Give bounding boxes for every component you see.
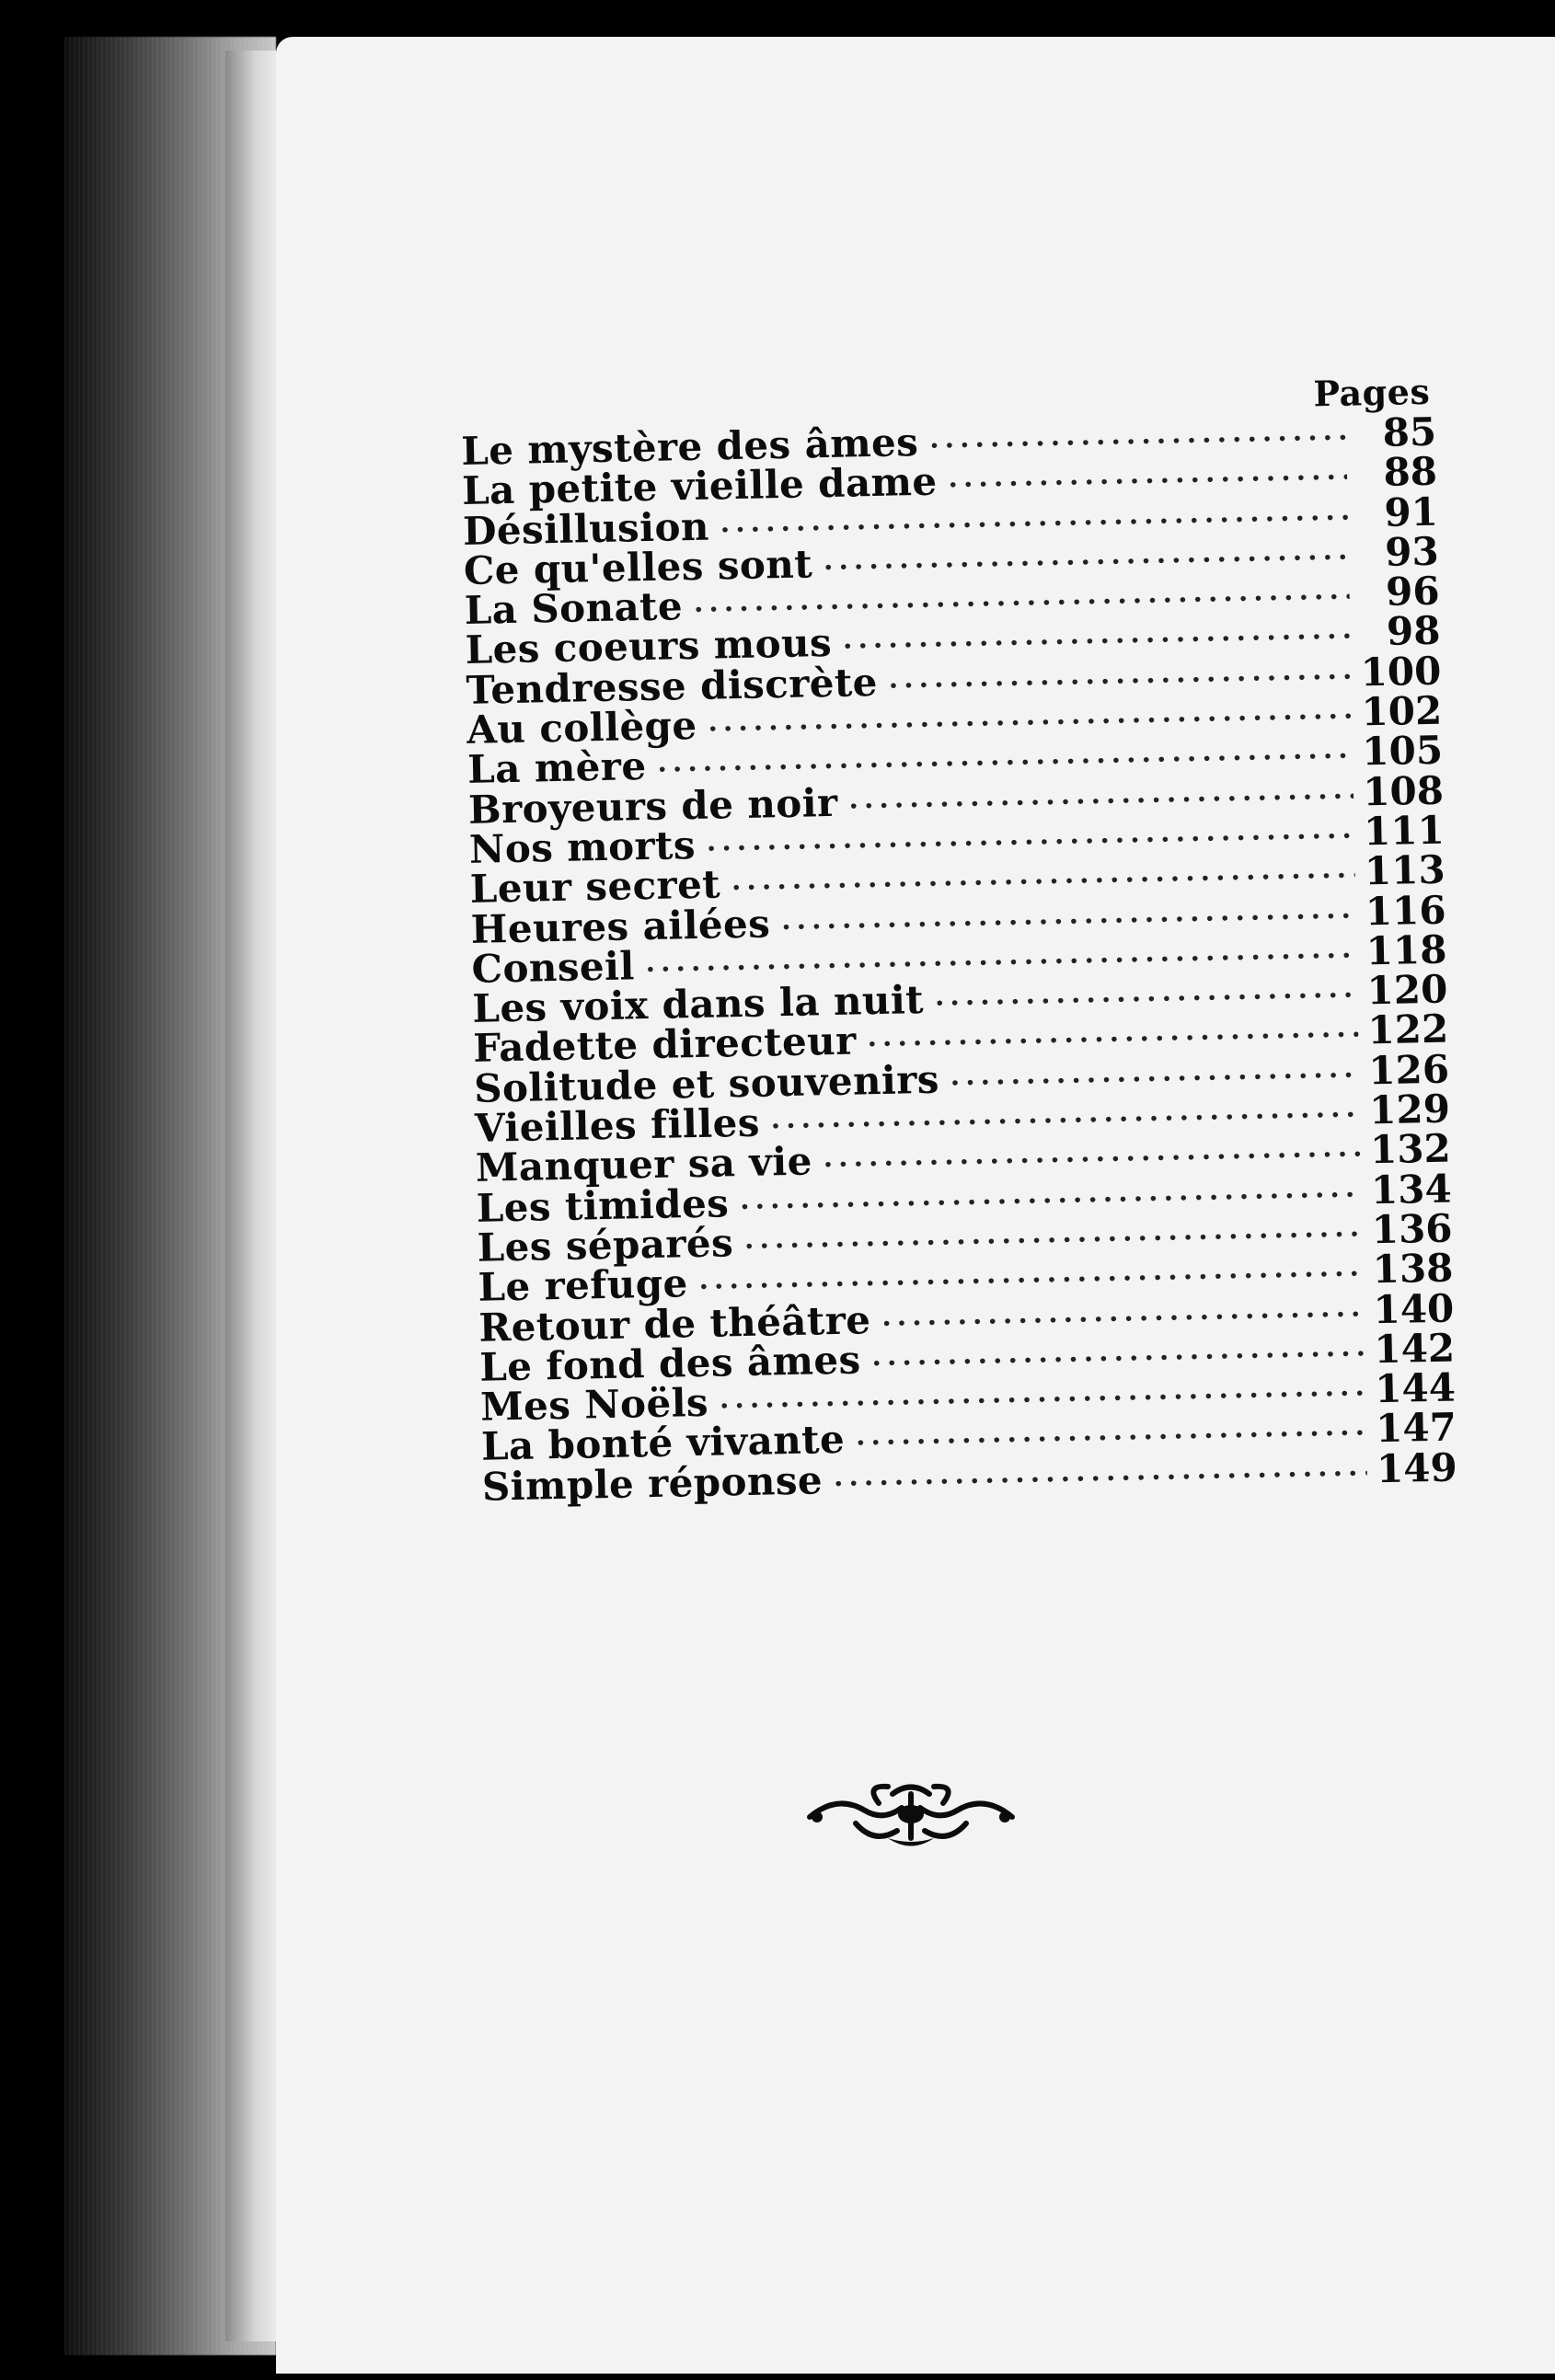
toc-entry-title: Vieilles filles [474,1099,761,1151]
toc-entry-title: Heures ailées [470,900,771,952]
toc-entry-page: 118 [1365,926,1447,974]
toc-entry-page: 129 [1368,1086,1451,1133]
toc-entry-title: Leur secret [469,861,721,913]
toc-entry-title: Tendresse discrète [466,659,879,713]
toc-entry-page: 140 [1373,1285,1455,1332]
toc-entry-page: 147 [1375,1404,1457,1452]
toc-entry-title: Conseil [471,943,636,992]
toc-entry-page: 111 [1363,807,1446,855]
toc-entry-title: Les timides [476,1179,730,1231]
toc-entry-page: 108 [1362,767,1445,815]
toc-entry-page: 93 [1384,528,1440,575]
floral-vignette-icon [801,1766,1021,1858]
toc-entry-page: 120 [1366,966,1448,1014]
toc-entry-page: 91 [1383,489,1439,535]
toc-entry-title: Retour de théâtre [478,1296,871,1351]
toc-entry-title: La petite vieille dame [461,458,938,514]
table-of-contents [460,370,1458,1510]
toc-entry-page: 134 [1370,1166,1453,1213]
toc-entry-title: Les coeurs mous [465,620,833,673]
toc-entry-page: 116 [1365,887,1447,934]
toc-entry-page: 136 [1371,1205,1453,1253]
toc-entry-page: 142 [1373,1325,1456,1373]
toc-entry-page: 96 [1385,568,1441,615]
toc-entry-title: Simple réponse [481,1457,824,1510]
pages-column-header: Pages [1312,370,1431,415]
toc-entry-title: Broyeurs de noir [467,779,838,833]
toc-entry-title: Fadette directeur [472,1018,858,1072]
toc-entry-page: 138 [1372,1245,1454,1293]
toc-entry-title: Mes Noëls [479,1379,709,1430]
toc-entry-title: Le mystère des âmes [460,420,919,474]
toc-entry-title: La Sonate [464,583,684,634]
toc-entry-page: 88 [1383,449,1438,496]
page-gutter [225,51,276,2341]
toc-entry-title: Les voix dans la nuit [471,977,925,1032]
toc-entry-title: Solitude et souvenirs [473,1056,940,1111]
toc-entry-page: 132 [1369,1125,1452,1173]
toc-entry-page: 144 [1374,1364,1457,1412]
toc-entry-page: 98 [1386,608,1441,655]
toc-entry-page: 102 [1361,687,1443,735]
toc-entry-page: 149 [1376,1444,1458,1491]
toc-entry-title: Manquer sa vie [475,1138,813,1191]
toc-entry-page: 126 [1367,1046,1450,1094]
toc-entry-title: Nos morts [468,822,697,872]
toc-entry-title: Le refuge [478,1260,689,1311]
toc-entry-title: La bonté vivante [480,1417,846,1470]
toc-entry-page: 105 [1361,728,1444,775]
toc-entry-page: 100 [1360,648,1442,696]
toc-entry-title: La mère [466,743,647,793]
toc-entry-page: 122 [1366,1006,1449,1053]
toc-entries [460,408,1458,1510]
toc-entry-title: Désillusion [462,503,710,554]
toc-entry-title: Le fond des âmes [478,1337,861,1390]
toc-entry-page: 113 [1364,846,1446,894]
toc-entry-page: 85 [1382,408,1437,455]
toc-entry-title: Ce qu'elles sont [463,541,813,593]
toc-entry-title: Les séparés [477,1220,734,1270]
toc-entry-title: Au collège [466,702,697,753]
